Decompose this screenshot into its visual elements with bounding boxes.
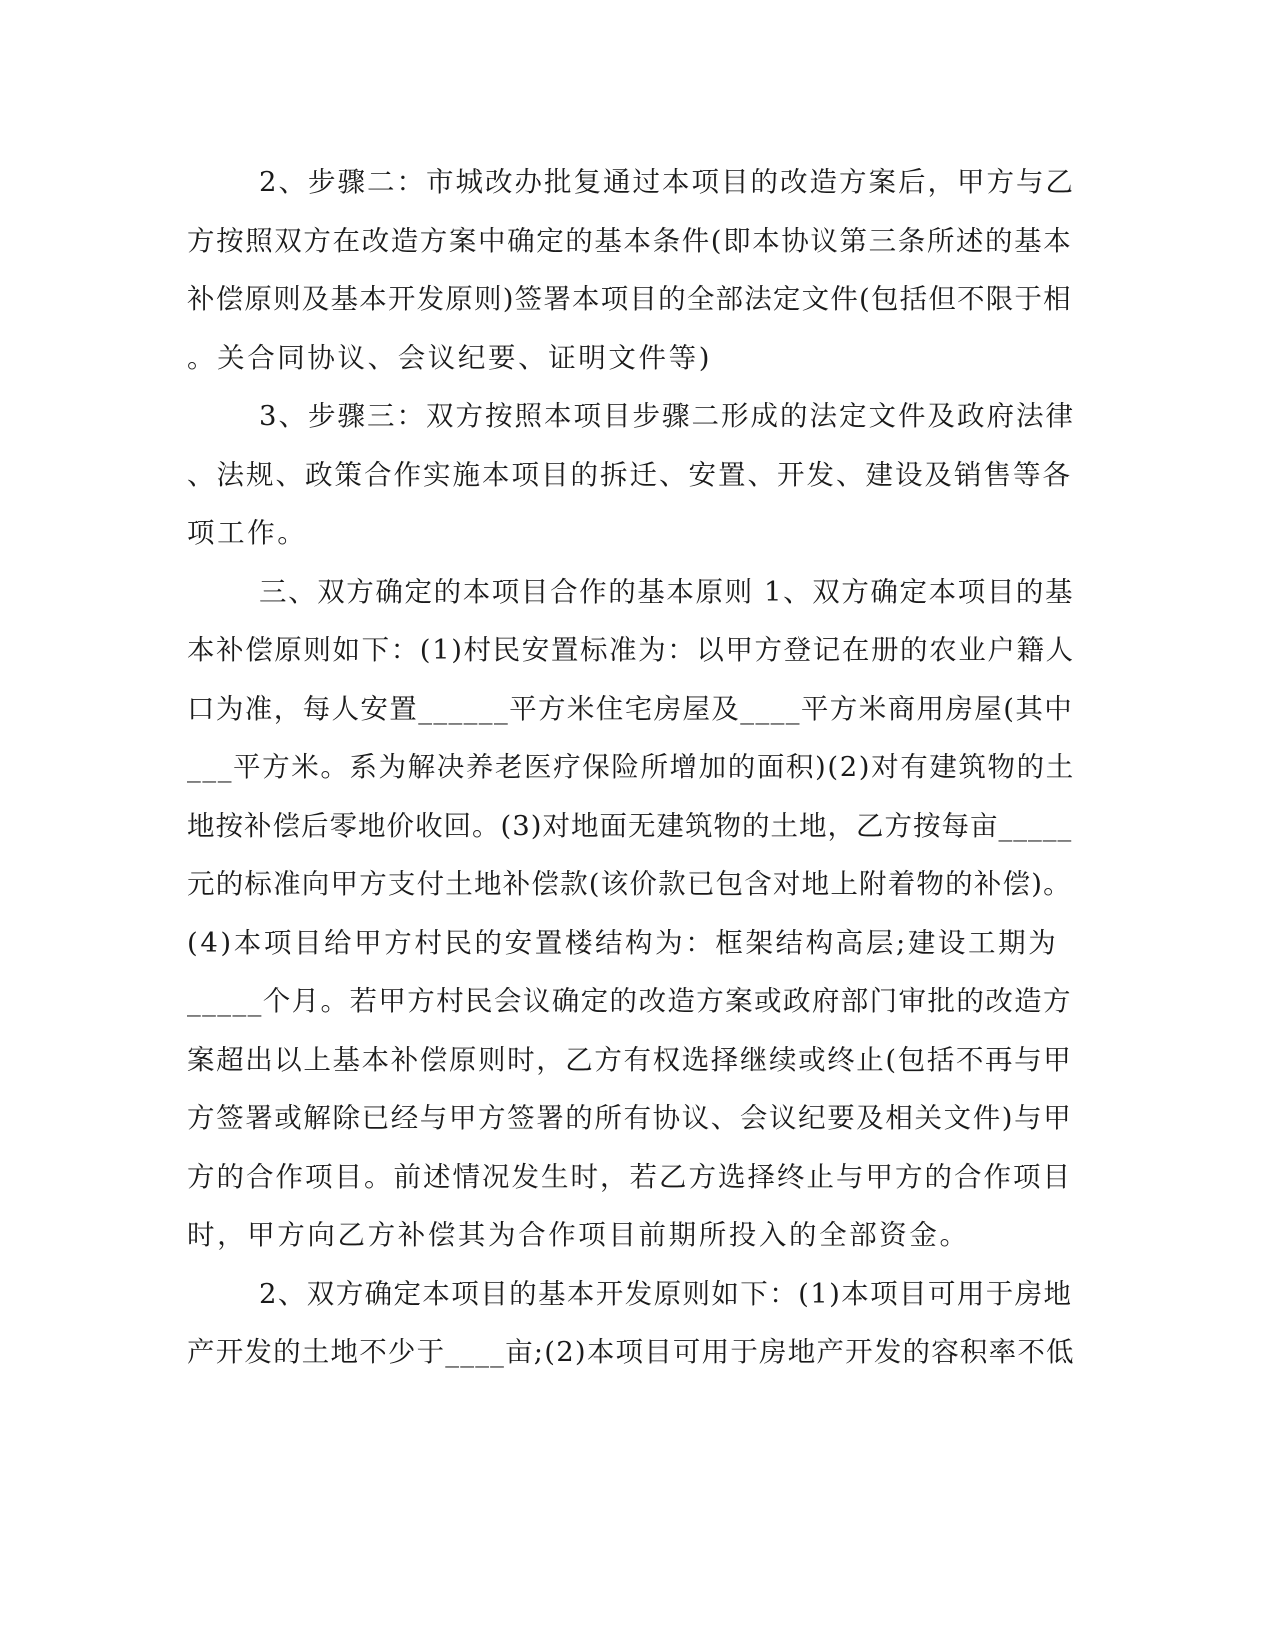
text-line: 、法规、政策合作实施本项目的拆迁、安置、开发、建设及销售等各 [187,459,1072,491]
text-line: 项工作。 [187,517,308,549]
text-line: 方按照双方在改造方案中确定的基本条件(即本协议第三条所述的基本 [187,225,1073,257]
text-line: 。关合同协议、会议纪要、证明文件等) [187,342,713,374]
text-line: 产开发的土地不少于____亩;(2)本项目可用于房地产开发的容积率不低 [187,1336,1075,1368]
text-line: 补偿原则及基本开发原则)签署本项目的全部法定文件(包括但不限于相 [187,283,1072,315]
text-line: 本补偿原则如下：(1)村民安置标准为：以甲方登记在册的农业户籍人 [187,634,1075,666]
text-line: 时，甲方向乙方补偿其为合作项目前期所投入的全部资金。 [187,1219,970,1251]
text-line: _____个月。若甲方村民会议确定的改造方案或政府部门审批的改造方 [187,985,1072,1017]
text-line: 口为准，每人安置______平方米住宅房屋及____平方米商用房屋(其中 [187,693,1074,725]
text-line: 方签署或解除已经与甲方签署的所有协议、会议纪要及相关文件)与甲 [187,1102,1073,1134]
text-line: 三、双方确定的本项目合作的基本原则 1、双方确定本项目的基 [259,576,1075,608]
text-line: 地按补偿后零地价收回。(3)对地面无建筑物的土地，乙方按每亩_____ [187,810,1073,842]
text-line: 元的标准向甲方支付土地补偿款(该价款已包含对地上附着物的补偿)。 [187,868,1072,900]
text-line: 方的合作项目。前述情况发生时，若乙方选择终止与甲方的合作项目 [187,1161,1072,1193]
text-line: 案超出以上基本补偿原则时，乙方有权选择继续或终止(包括不再与甲 [187,1044,1073,1076]
text-line: 2、步骤二：市城改办批复通过本项目的改造方案后，甲方与乙 [259,166,1075,198]
text-line: ___平方米。系为解决养老医疗保险所增加的面积)(2)对有建筑物的土 [187,751,1075,783]
text-line: (4)本项目给甲方村民的安置楼结构为：框架结构高层;建设工期为 [187,927,1059,959]
text-line: 2、双方确定本项目的基本开发原则如下：(1)本项目可用于房地 [259,1278,1073,1310]
text-line: 3、步骤三：双方按照本项目步骤二形成的法定文件及政府法律 [259,400,1075,432]
